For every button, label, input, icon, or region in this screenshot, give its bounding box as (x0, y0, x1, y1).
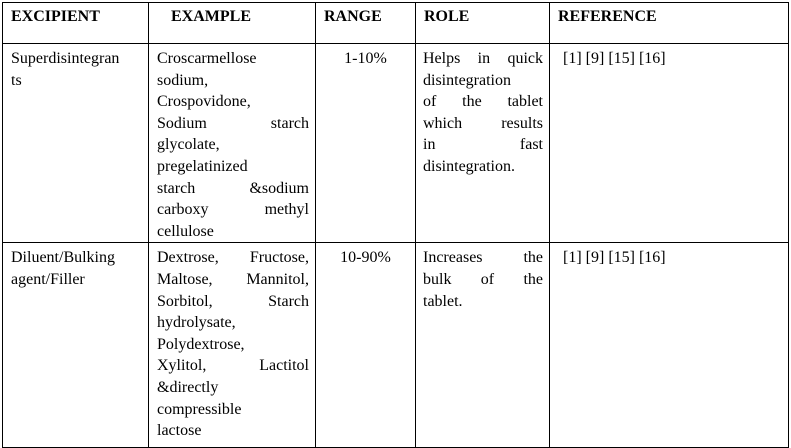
table-row (3, 243, 789, 448)
cell-excipient: Superdisintegran ts (3, 44, 149, 243)
excipient-table (2, 2, 789, 448)
cell-range: 10-90% (316, 243, 416, 448)
table-row (3, 44, 789, 243)
cell-role: Helps in quick disintegration of the tablet which results in fast disintegration. (416, 44, 550, 243)
header-row (3, 3, 789, 44)
cell-reference: [1] [9] [15] [16] (550, 44, 789, 243)
cell-reference: [1] [9] [15] [16] (550, 243, 789, 448)
cell-range: 1-10% (316, 44, 416, 243)
cell-example: Croscarmellose sodium, Crospovidone, Sodium starch glycolate, pregelatinized starch &sodium carboxy methyl cellulose (149, 44, 316, 243)
header-reference: REFERENCE (550, 3, 789, 44)
header-excipient: EXCIPIENT (3, 3, 149, 44)
header-range: RANGE (316, 3, 416, 44)
header-example: EXAMPLE (149, 3, 316, 44)
cell-role: Increases the bulk of the tablet. (416, 243, 550, 448)
cell-excipient: Diluent/Bulking agent/Filler (3, 243, 149, 448)
header-role: ROLE (416, 3, 550, 44)
cell-example: Dextrose, Fructose, Maltose, Mannitol, Sorbitol, Starch hydrolysate, Polydextrose, Xylitol, Lactitol &directly compressible lactose (149, 243, 316, 448)
